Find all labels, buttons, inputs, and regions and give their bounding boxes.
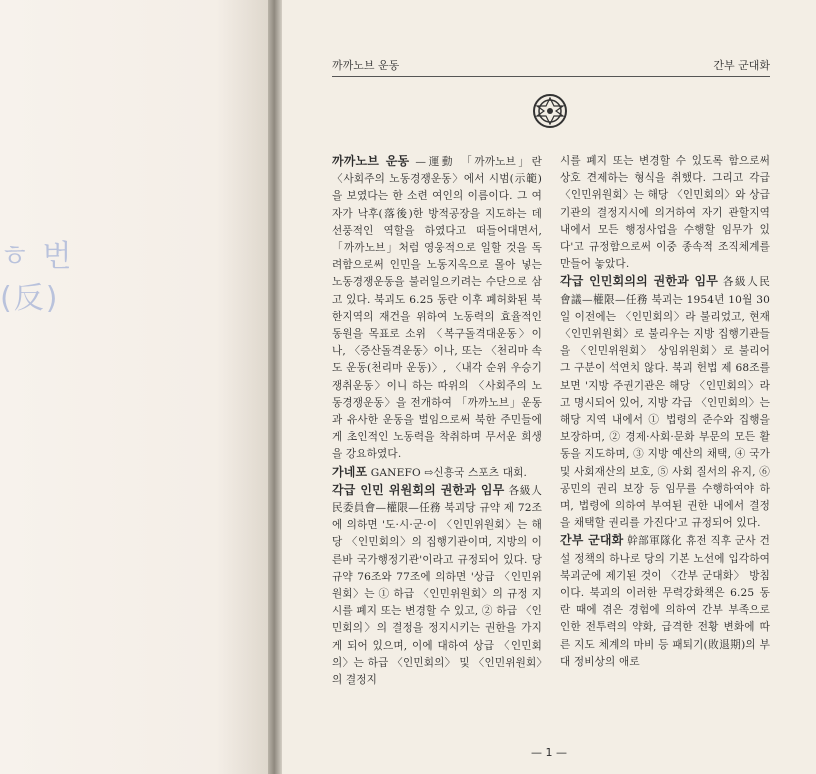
column-right [560, 153, 770, 671]
entry-heading: 가네포 [332, 464, 368, 479]
entry-heading: 각급 인민 위원회의 권한과 임무 [332, 482, 505, 497]
entry-continuation: 시를 폐지 또는 변경할 수 있도록 함으로써 상호 견제하는 형식을 취했다. 그리고 각급 〈인민위원회〉는 해당 〈인민회의〉와 상급 기관의 결정지시에 의거하여 자기 관할지역 내에서 모든 행정사업을 수행할 임무가 있다'고 규정함으로써 이중 종속적 조직체계를 만들어 놓았다. [560, 155, 770, 271]
entry-body: GANEFO ⇨신흥국 스포츠 대회. [370, 466, 527, 479]
entry-people-assembly [560, 273, 770, 532]
book-gutter [268, 0, 282, 774]
header-right: 간부 군대화 [713, 59, 770, 72]
ornament-icon [532, 93, 568, 129]
entry-body: 各級人民委員會—權限—任務 북괴당 규약 제 72조에 의하면 '도·시·군·이 〈인민위원회〉는 해당 〈인민회의〉의 집행기관이며, 지방의 이른바 국가행정기관'이라고 규정되어 있다. 당규약 76조와 77조에 의하면 '상급 〈인민위원회〉는 ① 하급 〈인민위원회〉의 규정 지시를 폐지 또는 변경할 수 있고, ② 하급 〈인민회의〉의 결정을 정지시키는 권한을 가지게 되어 있으며, 이에 대하여 상급 〈인민회의〉는 하급 〈인민회의〉 및 〈인민위원회〉의 결정지 [332, 484, 542, 687]
left-page [0, 0, 270, 774]
entry-heading: 간부 군대화 [560, 533, 624, 548]
page-number: — 1 — [531, 746, 567, 759]
column-left [332, 153, 542, 689]
entry-people-committee [332, 482, 542, 689]
entry-body: 幹部軍隊化 휴전 직후 군사 건설 정책의 하나로 당의 기본 노선에 입각하여 북괴군에 제기된 것이 〈간부 군대화〉 방침이다. 북괴의 이러한 무력강화책은 6.25 동란 때에 겪은 경험에 의하여 간부 부족으로 인한 전투력의 약화, 급격한 전황 변화에 따른 지도 체계의 마비 등 패퇴기(敗退期)의 부대 정비상의 애로 [560, 535, 770, 668]
bleed-through-text [0, 236, 74, 320]
entry-kakanob [332, 153, 542, 464]
entry-ganefo [332, 464, 542, 482]
entry-heading: 까까노브 운동 [332, 154, 410, 168]
bleed-line-1: ㅎ 번 [0, 239, 74, 274]
right-page [282, 0, 816, 774]
bleed-line-2: (反) [0, 281, 60, 316]
header-left: 까까노브 운동 [332, 59, 400, 72]
entry-body: —運動 「까까노브」란 〈사회주의 노동경쟁운동〉에서 시범(示範)을 보였다는 한 소련 여인의 이름이다. 그 여자가 낙후(落後)한 방적공장을 지도하는 데 선풍적인 역할을 하였다고 떠들어대면서, 「까까노브」처럼 영웅적으로 일할 것을 독려함으로써 인민을 노동지옥으로 몰아 넣는 노동경쟁운동을 불러일으키려는 수단으로 삼고 있다. 북괴도 6.25 동란 이후 폐허화된 북한지역의 재건을 위하여 노동력의 효율적인 동원을 목표로 소위 〈복구돌격대운동〉이나, 〈증산돌격운동〉이나, 또는 〈천리마 속도 운동(천리마 운동)〉, 〈내각 순위 우승기 쟁취운동〉이니 하는 따위의 〈사회주의 노동경쟁운동〉을 전개하여 「까까노브」운동과 유사한 운동을 벌임으로써 북한 주민들에게 초인적인 노동력을 착취하며 무서운 희생을 강요하였다. [332, 156, 543, 461]
entry-heading: 각급 인민회의의 권한과 임무 [560, 274, 718, 289]
running-header [332, 57, 770, 77]
entry-body: 各級人民會議—權限—任務 북괴는 1954년 10월 30일 이전에는 〈인민회의〉라 불리었고, 현재 〈인민위원회〉로 불리우는 지방 집행기관들을 〈인민위원회〉 상임위원회〉로 불리어 그 구분이 석연치 않다. 북괴 헌법 제 68조를 보면 '지방 주권기관은 해당 〈인민회의〉라고 명시되어 있어, 지방 각급 〈인민회의〉는 해당 지역 내에서 ① 법령의 준수와 집행을 보장하며, ② 경제·사회·문화 부문의 모든 활동을 지도하며, ③ 지방 예산의 채택, ④ 국가 및 사회재산의 보호, ⑤ 사회 질서의 유지, ⑥ 공민의 권리 보장 등 임무를 수행하여야 하며, 법령에 의하여 부여된 권한 내에서 결정을 채택할 권리를 가진다'고 규정되어 있다. [560, 276, 770, 530]
entry-cadre-militarization [560, 532, 770, 671]
